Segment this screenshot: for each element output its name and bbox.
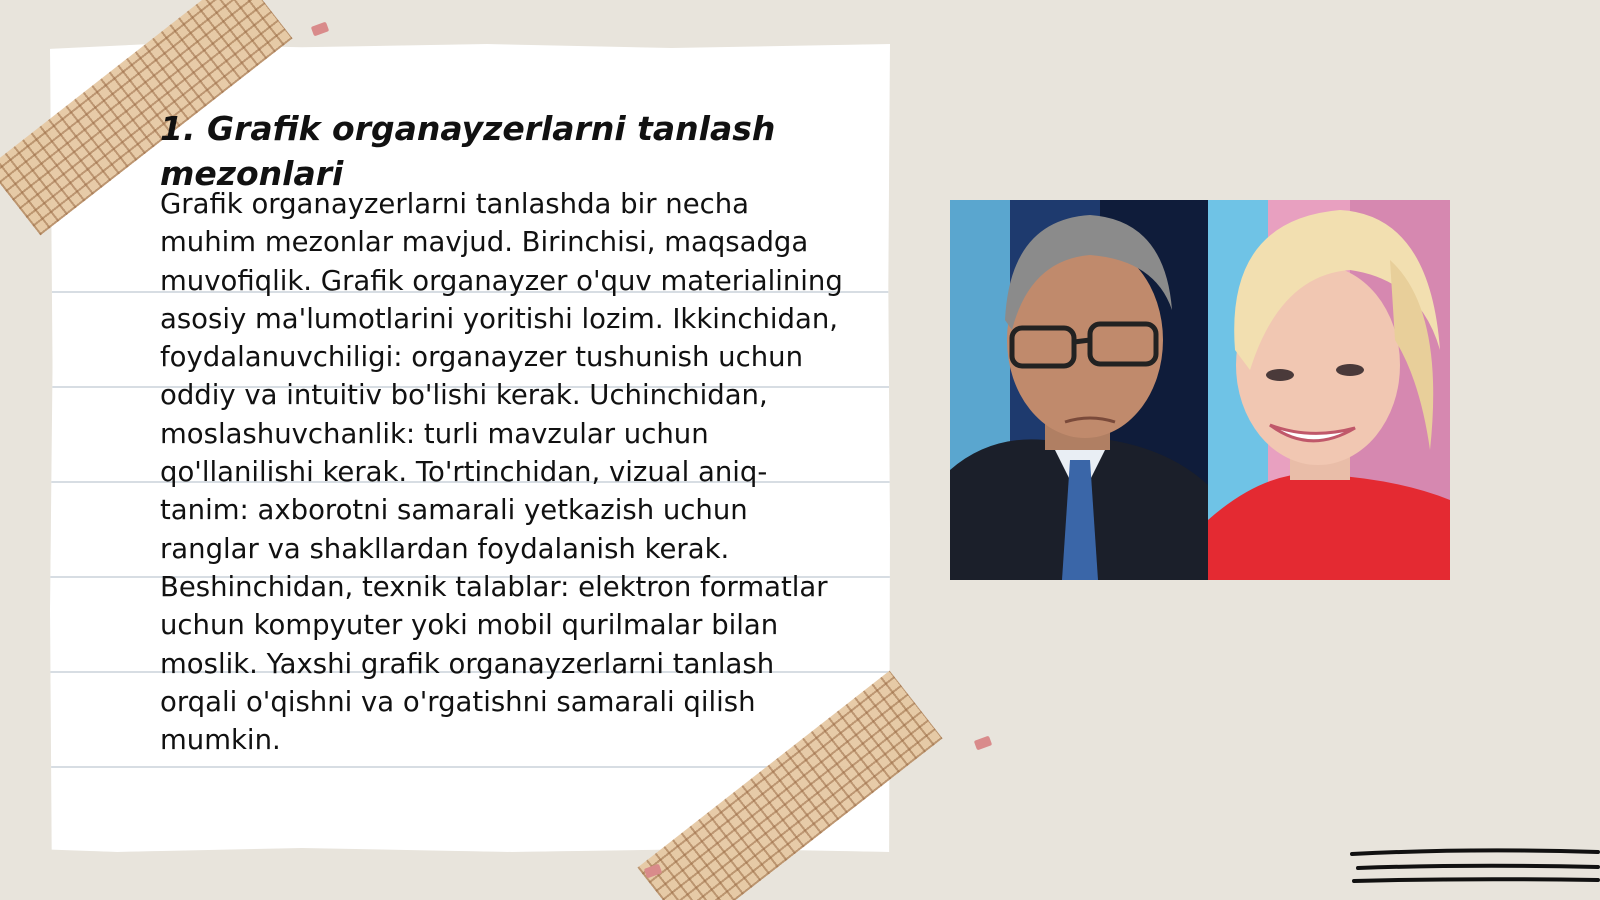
decorative-scribble-lines (1350, 848, 1600, 893)
photo-illustration (950, 200, 1450, 580)
tape-corner-mark (974, 736, 992, 751)
people-photo (950, 200, 1450, 580)
tape-corner-mark (311, 22, 329, 37)
slide-title: 1. Grafik organayzerlarni tanlash mezonlari (160, 109, 776, 193)
slide-body-text: Grafik organayzerlarni tanlashda bir necha muhim mezonlar mavjud. Birinchisi, maqsadga muvofiqlik. Grafik organayzer o'quv materialining asosiy ma'lumotlarini yoritishi lozim. Ikkinchidan, foydalanuvchiligi: organayzer tushunish uchun oddiy va intuitiv bo'lishi kerak. Uchinchidan, moslashuvchanlik: turli mavzular uchun qo'llanilishi kerak. To'rtinchidan, vizual aniq-tanim: axborotni samarali yetkazish uchun ranglar va shakllardan foydalanish kerak. Beshinchidan, texnik talablar: elektron formatlar uchun kompyuter yoki mobil qurilmalar bilan moslik. Yaxshi grafik organayzerlarni tanlash orqali o'qishni va o'rgatishni samarali qilish mumkin. (160, 188, 843, 757)
